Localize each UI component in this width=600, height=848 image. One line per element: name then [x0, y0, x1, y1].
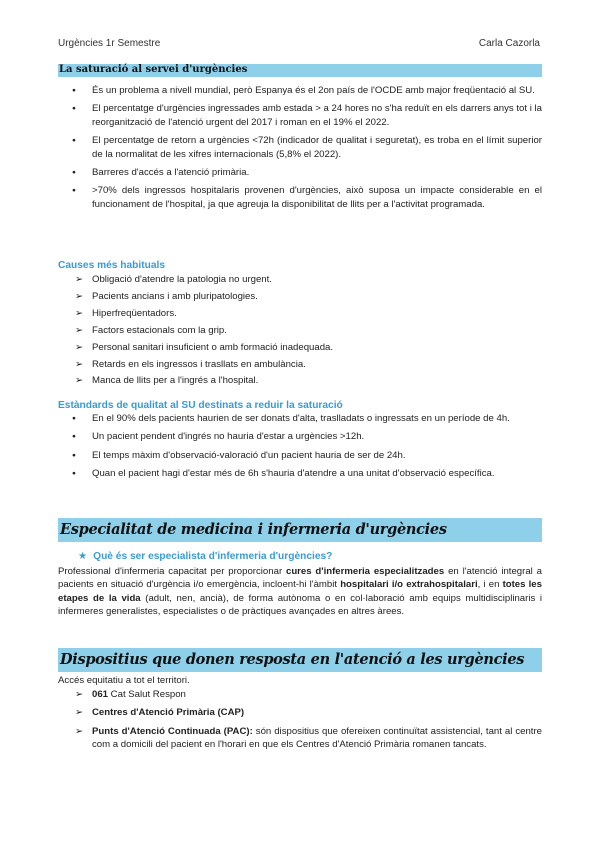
arrow-bullet-icon: ➢	[75, 341, 84, 353]
list-item: ➢ Manca de llits per a l'ingrés a l'hospital.	[75, 375, 259, 387]
list-item: ➢ Centres d'Atenció Primària (CAP)	[75, 707, 245, 719]
section-saturacio-heading	[58, 64, 542, 77]
standards-list	[58, 412, 542, 481]
saturacio-list	[58, 84, 542, 211]
header-course: Urgències 1r Semestre	[58, 38, 161, 49]
list-item: ➢ Obligació d'atendre la patologia no urgent.	[75, 274, 272, 285]
section-especialitat-heading	[58, 518, 542, 542]
specialist-question-heading	[78, 551, 332, 562]
list-item: ➢ Factors estacionals com la grip.	[75, 324, 227, 336]
list-item: ➢ Pacients ancians i amb pluripatologies.	[75, 290, 258, 302]
dispositius-list	[58, 688, 542, 752]
standards-heading: Estàndards de qualitat al SU destinats a reduir la saturació	[58, 400, 343, 411]
section-especialitat-title: Especialitat de medicina i infermeria d'urgències	[60, 521, 447, 538]
arrow-bullet-icon: ➢	[75, 274, 84, 285]
causes-heading: Causes més habituals	[58, 260, 166, 271]
specialist-question: Què és ser especialista d'infermeria d'urgències?	[93, 551, 333, 562]
arrow-bullet-icon: ➢	[75, 307, 84, 319]
section-dispositius-heading	[58, 648, 542, 672]
section-saturacio-title: La saturació al servei d'urgències	[59, 64, 248, 75]
dispositius-intro: Accés equitatiu a tot el territori.	[58, 675, 190, 686]
arrow-bullet-icon: ➢	[75, 375, 84, 387]
arrow-bullet-icon: ➢	[75, 324, 84, 336]
section-dispositius-title: Dispositius que donen resposta en l'atenció a les urgències	[60, 651, 525, 668]
causes-list	[58, 273, 542, 388]
star-icon: ★	[78, 551, 88, 562]
list-item: ● És un problema a nivell mundial, però Espanya és el 2on país de l'OCDE amb major freqüentació al SU.	[58, 84, 542, 97]
list-item: ● >70% dels ingressos hospitalaris provenen d'urgències, això suposa un impacte considerable en el funcionament de l'hospital, ja que agreuja la disponibilitat de llits per a l'activitat programada.	[58, 184, 542, 211]
list-item: ➢ Personal sanitari insuficient o amb formació inadequada.	[75, 341, 334, 353]
list-item: ● Barreres d'accés a l'atenció primària.	[58, 166, 542, 179]
list-item: ➢ Punts d'Atenció Continuada (PAC): són dispositius que ofereixen continuïtat assistencial, tant al centre com a domicili del pacient en l'horari en que els Centres d'Atenció Primària romanen tancats.	[75, 725, 542, 751]
arrow-bullet-icon: ➢	[75, 689, 84, 700]
list-item: ● Quan el pacient hagi d'estar més de 6h s'hauria d'atendre a una unitat d'observació específica.	[58, 467, 542, 480]
list-item: ● En el 90% dels pacients haurien de ser donats d'alta, traslladats o ingressats en un període de 4h.	[58, 412, 542, 425]
page-header	[58, 38, 540, 52]
arrow-bullet-icon: ➢	[75, 290, 84, 302]
list-item: ● Un pacient pendent d'ingrés no hauria d'estar a urgències >12h.	[58, 430, 542, 443]
header-author: Carla Cazorla	[478, 38, 540, 49]
list-item: ● El percentatge d'urgències ingressades amb estada > a 24 hores no s'ha reduït en els darrers anys tot i la reorganització de l'atenció urgent del 2017 i roman en el 19% el 2022.	[58, 102, 542, 129]
list-item: ➢ 061 Cat Salut Respon	[75, 689, 186, 700]
list-item: ➢ Retards en els ingressos i trasllats en ambulància.	[75, 358, 306, 370]
arrow-bullet-icon: ➢	[75, 707, 84, 719]
list-item: ● El percentatge de retorn a urgències <72h (indicador de qualitat i seguretat), es troba en el límit superior de la normalitat de les xifres internacionals (5,8% el 2022).	[58, 134, 542, 161]
arrow-bullet-icon: ➢	[75, 725, 84, 737]
list-item: ➢ Hiperfreqüentadors.	[75, 307, 177, 319]
specialist-definition: Professional d'infermeria capacitat per proporcionar cures d'infermeria especialitzades en l'atenció integral a pacients en situació d'urgència i/o emergència, incloent-hi l'àmbit hospitalari i/o extrahospitalari, i en totes les etapes de la vida (adult, nen, ancià), de forma autònoma o en col·laboració amb equips multidisciplinaris i infermeres generalistes, especialistes o de pràctiques avançades en altres àrees.	[58, 566, 542, 618]
list-item: ● El temps màxim d'observació-valoració d'un pacient hauria de ser de 24h.	[58, 449, 542, 462]
arrow-bullet-icon: ➢	[75, 358, 84, 370]
